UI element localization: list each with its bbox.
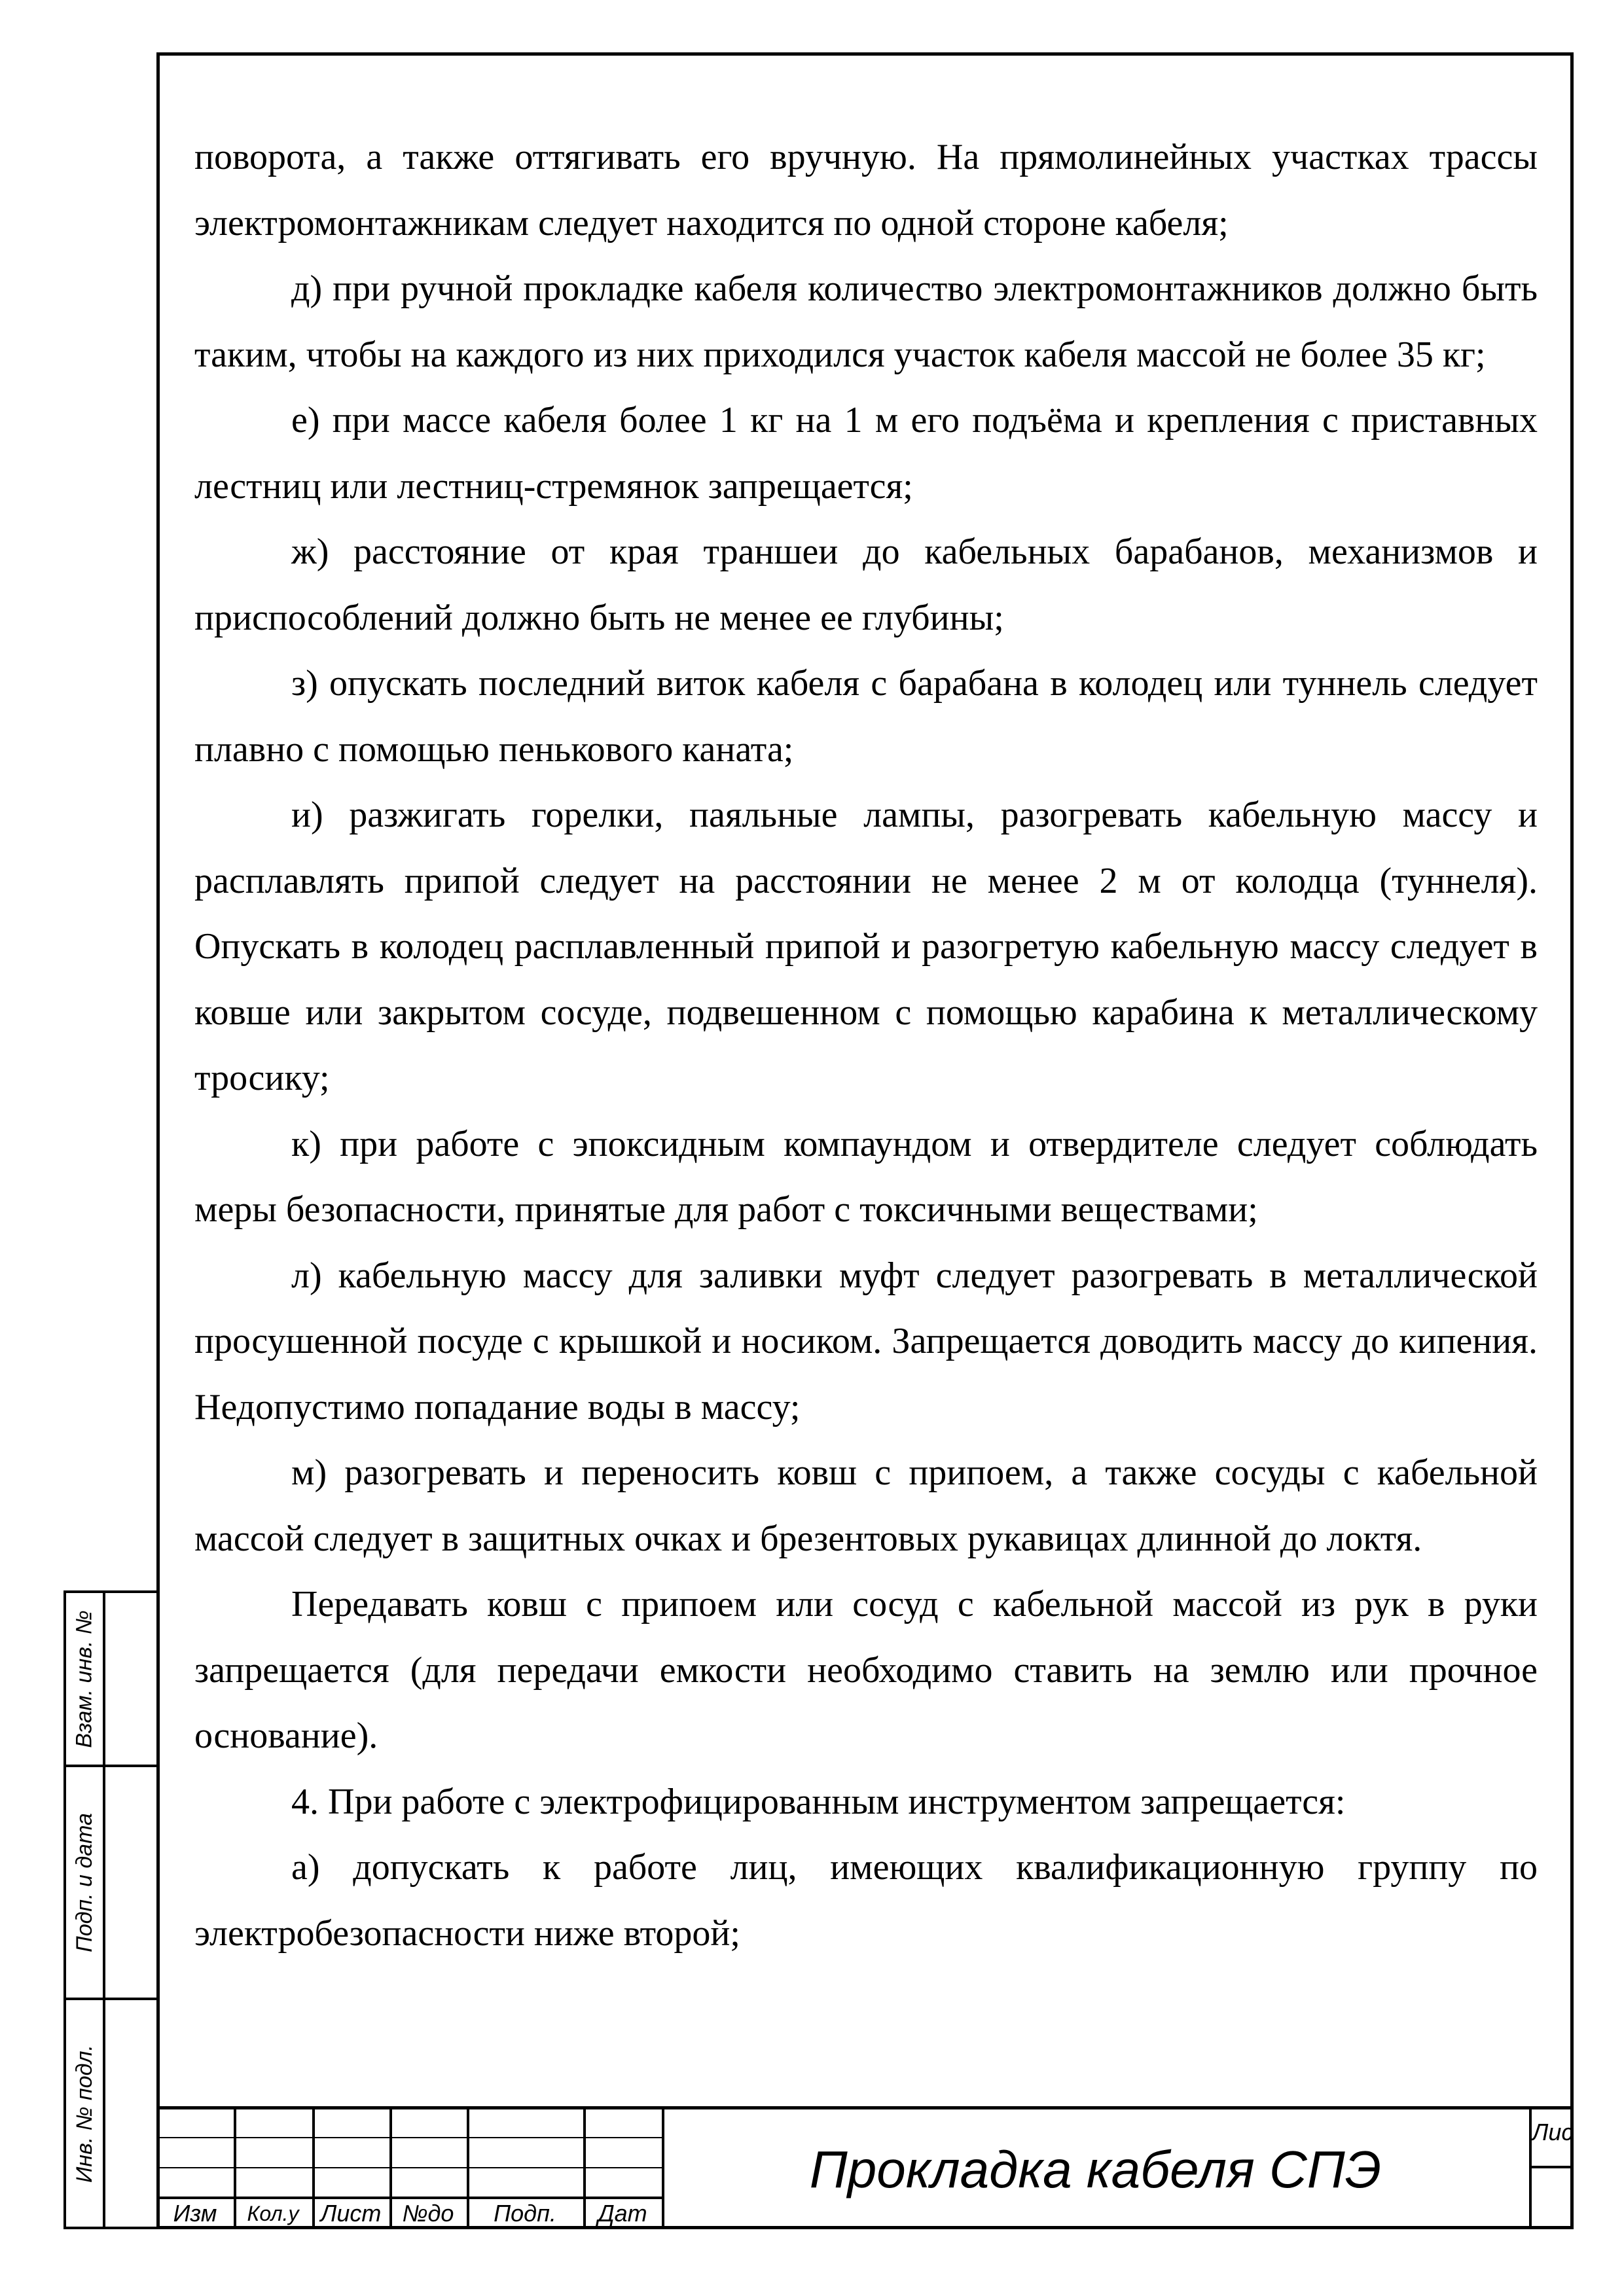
paragraph: л) кабельную массу для заливки муфт следует разогревать в металлической просушенной посуде с крышкой и носиком. Запрещается доводить массу до кипения. Недопустимо попадание воды в массу;: [194, 1255, 1538, 1427]
revision-grid: [156, 2109, 662, 2229]
header-kol-uch: Кол.у: [247, 2201, 299, 2225]
grid-line: [156, 2137, 662, 2138]
title-block: [156, 2106, 1574, 2229]
grid-line: [156, 2167, 662, 2168]
paragraph: ж) расстояние от края траншеи до кабельных барабанов, механизмов и приспособлений должно быть не менее ее глубины;: [194, 531, 1538, 638]
header-data: Дат: [598, 2200, 647, 2227]
podp-data-label: [66, 1767, 103, 1998]
sheet-label: Лис: [1532, 2119, 1574, 2145]
paragraph: д) при ручной прокладке кабеля количество электромонтажников должно быть таким, чтобы на каждого из них приходился участок кабеля массой не более 35 кг;: [194, 268, 1538, 375]
paragraph: и) разжигать горелки, паяльные лампы, разогревать кабельную массу и расплавлять припой следует на расстоянии не менее 2 м от колодца (туннеля). Опускать в колодец расплавленный припой и разогретую кабельную массу следует в ковше или закрытом сосуде, подвешенном с помощью карабина к металлическому тросику;: [194, 795, 1538, 1098]
vzam-inv-text: Взам. инв. №: [71, 1609, 97, 1748]
paragraph: к) при работе с эпоксидным компаундом и отвердителе следует соблюдать меры безопасности, принятые для работ с токсичными веществами;: [194, 1123, 1538, 1230]
paragraph: поворота, а также оттягивать его вручную. На прямолинейных участках трассы электромонтажникам следует находится по одной стороне кабеля;: [194, 137, 1538, 243]
header-podp: Подп.: [494, 2200, 556, 2227]
sheet-divider: [1532, 2166, 1574, 2168]
side-stamp: [63, 1590, 156, 2229]
header-list: Лист: [320, 2200, 382, 2227]
inv-podl-label: [66, 2000, 103, 2227]
paragraph: е) при массе кабеля более 1 кг на 1 м его подъёма и крепления с приставных лестниц или лестниц-стремянок запрещается;: [194, 400, 1538, 507]
document-title: Прокладка кабеля СПЭ: [809, 2140, 1382, 2198]
paragraph: з) опускать последний виток кабеля с барабана в колодец или туннель следует плавно с помощью пенькового каната;: [194, 663, 1538, 770]
header-nom-dok: №до: [402, 2200, 454, 2227]
document-body: [194, 124, 1538, 1966]
sheet-number-box: [1529, 2109, 1574, 2229]
inv-podl-text: Инв. № подл.: [71, 2044, 97, 2183]
paragraph: а) допускать к работе лиц, имеющих квалификационную группу по электробезопасности ниже второй;: [194, 1847, 1538, 1954]
podp-data-text: Подп. и дата: [71, 1812, 97, 1952]
side-stamp-column-divider: [103, 1593, 105, 2227]
paragraph: 4. При работе с электрофицированным инструментом запрещается:: [291, 1781, 1346, 1822]
vzam-inv-label: [66, 1593, 103, 1765]
paragraph: м) разогревать и переносить ковш с припоем, а также сосуды с кабельной массой следует в защитных очках и брезентовых рукавицах длинной до локтя.: [194, 1452, 1538, 1559]
header-izm: Изм: [173, 2200, 217, 2227]
paragraph: Передавать ковш с припоем или сосуд с кабельной массой из рук в руки запрещается (для передачи емкости необходимо ставить на землю или прочное основание).: [194, 1584, 1538, 1756]
